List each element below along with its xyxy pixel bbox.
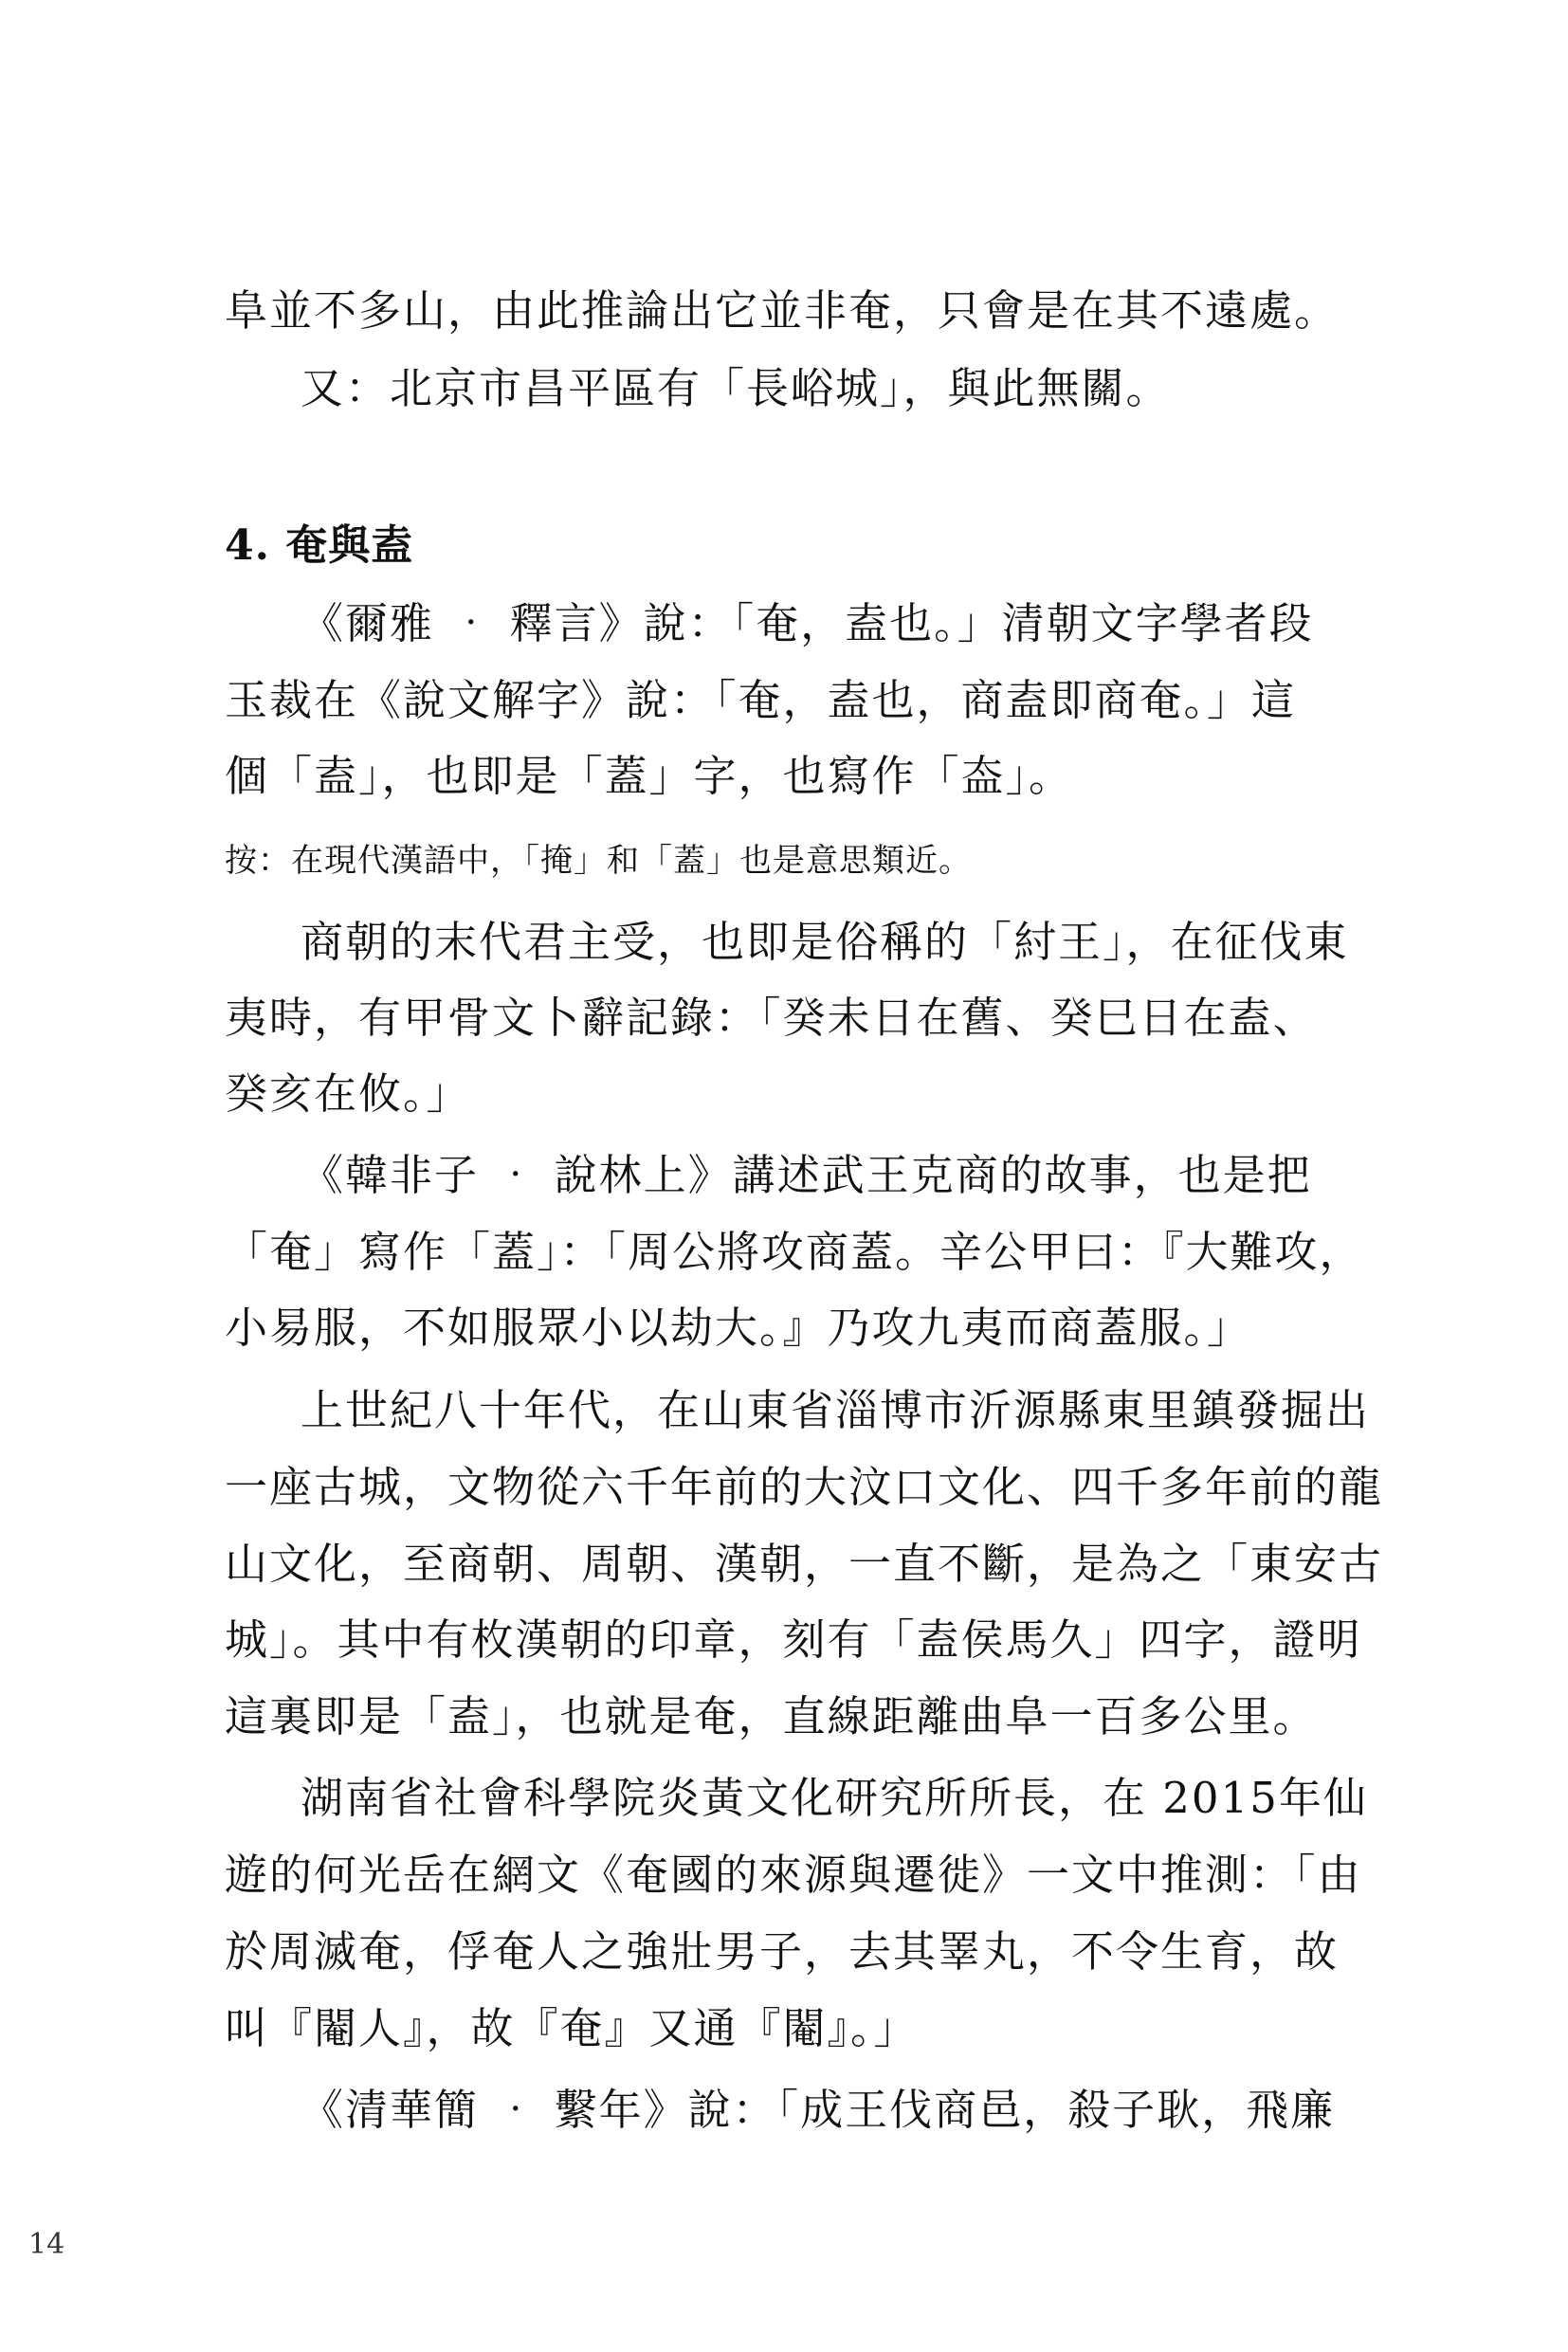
text-line: 阜並不多山，由此推論出它並非奄，只會是在其不遠處。 (225, 285, 1340, 336)
text-line: 《清華簡 ‧ 繫年》說：「成王伐商邑，殺子耿，飛廉 (301, 2085, 1336, 2135)
text-line: 個「盍」，也即是「蓋」字，也寫作「盇」。 (225, 751, 1074, 801)
text-line: 上世紀八十年代，在山東省淄博市沂源縣東里鎮發掘出 (301, 1385, 1371, 1435)
note-line: 按：在現代漢語中，「掩」和「蓋」也是意思類近。 (225, 842, 972, 880)
text-line: 遊的何光岳在網文《奄國的來源與遷徙》一文中推測：「由 (225, 1850, 1362, 1900)
text-line: 夷時，有甲骨文卜辭記錄：「癸未日在舊、癸巳日在盍、 (225, 993, 1318, 1043)
text-line: 小易服，不如服眾小以劫大。』乃攻九夷而商蓋服。」 (225, 1303, 1252, 1353)
text-line: 《韓非子 ‧ 說林上》講述武王克商的故事，也是把 (301, 1150, 1312, 1200)
text-line: 玉裁在《說文解字》說：「奄，盍也，商盍即商奄。」這 (225, 675, 1297, 725)
text-line: 叫『閹人』，故『奄』又通『閹』。」 (225, 2003, 919, 2053)
text-line: 「奄」寫作「蓋」：「周公將攻商蓋。辛公甲曰：『大難攻， (225, 1227, 1364, 1277)
text-line: 山文化，至商朝、周朝、漢朝，一直不斷，是為之「東安古 (225, 1539, 1384, 1589)
text-line: 又：北京市昌平區有「長峪城」，與此無關。 (301, 363, 1171, 413)
page-number: 14 (28, 2228, 65, 2261)
text-line: 癸亥在攸。」 (225, 1068, 471, 1119)
text-line: 《爾雅 ‧ 釋言》說：「奄，盍也。」清朝文字學者段 (301, 598, 1314, 648)
text-line: 城」。其中有枚漢朝的印章，刻有「盍侯馬久」四字，證明 (225, 1614, 1362, 1665)
text-line: 湖南省社會科學院炎黃文化研究所所長，在 2015年仙 (301, 1773, 1368, 1823)
text-line: 這裏即是「盍」，也就是奄，直線距離曲阜一百多公里。 (225, 1691, 1318, 1741)
section-heading: 4. 奄與盍 (225, 521, 414, 570)
text-line: 商朝的末代君主受，也即是俗稱的「紂王」，在征伐東 (301, 917, 1349, 967)
text-line: 一座古城，文物從六千年前的大汶口文化、四千多年前的龍 (225, 1462, 1384, 1512)
text-line: 於周滅奄，俘奄人之強壯男子，去其睪丸，不令生育，故 (225, 1926, 1340, 1977)
